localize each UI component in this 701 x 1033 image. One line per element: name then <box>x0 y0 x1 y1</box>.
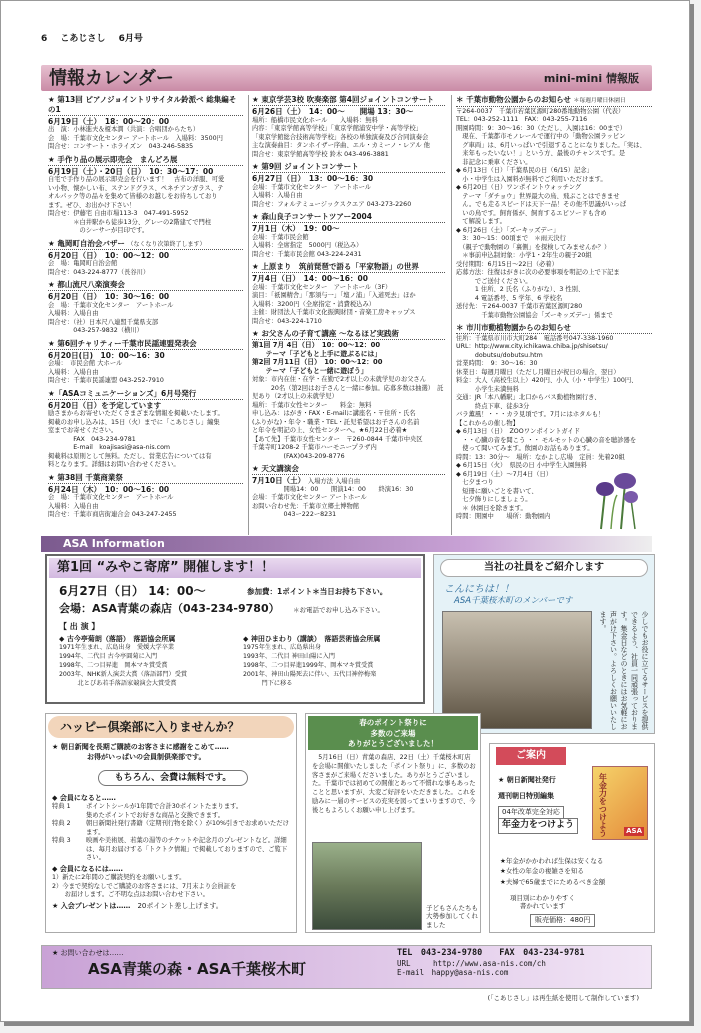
yose-event-box <box>45 554 425 704</box>
event-body: 対象：市内在住・在学・在勤で2才以上の未就学児のお父さん 20名（第2回はお子さんと一緒に参加。応募多数は抽選） 託児あり（2才以上の未就学児） 場所：千葉市女性センター 料金：無料 申し込み：はがき・FAX・E-mailに講座名・〒住所・氏名 (ふりがな)・年令・職業・TEL・託児希望はお子さんの名前 と年令を明記の上、女性センターへ。★6月22日必着★ 【あて先】千葉市女性センター 〒260-0844 千葉市中央区 千葉寺町1208-2 千葉市ハーモニープラザ内 (FAX)043-209-8776 <box>252 376 444 460</box>
footer-url[interactable]: URL http://www.asa-nis.com/ch <box>397 958 546 968</box>
performer-name: ◆ 古今亭菊朗（落語） 落語協会所属 <box>59 635 176 643</box>
spring-festival-box <box>305 713 481 933</box>
club-heading: ハッピー倶楽部に入りませんか？ <box>48 716 294 738</box>
event-heading: 第1回 “みやこ寄席” 開催します！！ <box>57 560 275 575</box>
event-title: ★ 森山良子コンサートツアー2004 <box>252 212 445 223</box>
event-entry <box>252 212 445 259</box>
event-entry <box>48 95 243 152</box>
info-series: 週刊朝日特別編集 <box>498 792 554 800</box>
event-date: 第1回 7月 4日（日） 10：00〜12：00 テーマ「子どもと上手に遊ぶるには」 第2回 7月11日（日） 10：00〜12：00 テーマ「子どもと一緒に遊ぼう」 <box>252 340 383 376</box>
membership-heading: ◆ 会員になるには…… <box>52 864 123 873</box>
event-note: （なくなり次第終了します） <box>127 240 206 248</box>
event-date: 6月20日(日) 10：00〜16：30 <box>48 350 165 360</box>
event-title: ★ 東京学芸3校 吹奏楽部 第4回ジョイントコンサート <box>252 95 445 106</box>
event-body: 出 演：小林進夫＆榎本潤（共演：合唱団からたち） 会 場：千葉市文化センター アートホール 入場料：3500円 問合せ：コンサート・ホライズン 043-246-5835 <box>48 126 223 151</box>
event-date <box>252 476 445 486</box>
event-body: 会 場：千葉市文化センター アートホール 入場料：入場自由 問合せ：千葉市商店街連合会 043-247-2455 <box>48 494 177 519</box>
book-cover-title: 年金力をつけよう <box>598 773 608 837</box>
event-title: ★ お父さんの子育て講座 〜なるほど実践術 <box>252 329 445 340</box>
book-cover-brand: ASA <box>626 826 642 835</box>
event-entry <box>48 239 243 278</box>
festival-photo <box>312 842 422 930</box>
event-body: 励さまからお寄せいただくさまざまな情報を掲載いたします。 掲載のお申し込みは、15日（火）までに「こあじさし」編集 室までお寄せください。 FAX 043-234-9781 E-mail koajisasi@asa-nis.com 掲載料は原則として無料。ただし、営業広告については有 料となります。詳細はお問い合わせください。 <box>48 410 224 469</box>
staff-greeting: こんにちは！！ <box>444 584 514 595</box>
event-date: 6月27日（日） 14：00〜 <box>59 584 206 598</box>
event-body: 会場：千葉市文化センター アートホール（3F） 演目：「祇園精舎」「那須与一」「壇ノ浦」「入道死去」ほか 入場料：3200円（全席指定・消費税込み） 主催：財団法人千葉市文化振興財団・音楽工房キャップス 問合せ：043-224-1710 <box>252 283 416 325</box>
benefit-row <box>52 820 292 837</box>
notice-title <box>456 95 652 107</box>
calendar-subtitle: mini-mini 情報版 <box>543 72 639 85</box>
book-topics <box>500 856 605 887</box>
event-title-text: ★ 亀岡町自治会バザー <box>48 238 125 248</box>
event-title: ★ 第9回 ジョイントコンサート <box>252 162 445 173</box>
event-entry <box>252 262 445 326</box>
benefit-text: ポイントシールが1年間で合計30ポイントたまります。 集めたポイントでお好きな商品と交換できます。 <box>86 803 243 819</box>
event-date: 6月26日（土） 14：00〜 開場 13：30〜 <box>252 106 414 116</box>
performer-career: 1975年生まれ、広島県出身 1993年、二代目 神田山陽に入門 1998年、二つ目昇進1999年、岡本マキ賞受賞 2001年、神田山陽死去に伴い、五代目神停梅楽 門下に移る <box>243 644 377 688</box>
benefit-text: 映画や美術展、若葉の湯等のチケットや記念月のプレゼントなど。詳細は、毎月お届けする「トクトク情報」で掲載しておりますので、ご覧下さい。 <box>86 837 288 862</box>
book-topic: ★年金がかかわれば生保は安くなる <box>500 857 604 865</box>
event-date: 6月19日（土）・20日（日） 10：30〜17：00 <box>48 166 214 176</box>
event-title: ★ 上原まり 筑前琵琶で語る「平家物語」の世界 <box>252 262 445 273</box>
info-edition: 04年改革完全対応 <box>498 806 564 819</box>
footer-phone: TEL 043-234-9780 FAX 043-234-9781 <box>397 948 585 958</box>
benefits-heading: ◆ 会員になると…… <box>52 794 116 802</box>
info-heading: ご案内 <box>496 747 566 765</box>
column-divider <box>248 95 249 535</box>
info-book-title: 年金力をつけよう <box>498 818 578 834</box>
event-title: ★ 手作り品の展示即売会 まんどろ展 <box>48 155 243 166</box>
benefit-label: 特典 1 <box>52 803 71 811</box>
spring-heading: 春のポイント祭りに 多数のご来場 ありがとうございました！ <box>308 716 478 750</box>
page-header <box>41 34 153 46</box>
event-body: 会 場：千葉市文化センター アートホール 入場料：入場自由 問合せ：（社）日本尺八連盟千葉県支部 043-257-9832（横川） <box>48 301 174 335</box>
club-intro: ★ 朝日新聞を長期ご購読のお客さまに感謝をこめて…… お得がいっぱいの会員制倶楽部です。 <box>52 743 229 761</box>
event-title: ★ 天文講演会 <box>252 464 445 475</box>
event-entry <box>252 162 445 209</box>
staff-subtitle: ASA千葉桜木町のメンバーです <box>454 596 573 606</box>
event-entry <box>48 389 243 470</box>
happy-club-box <box>45 713 297 933</box>
benefit-label: 特典 3 <box>52 837 71 845</box>
performer-name: ◆ 神田ひまわり（講談） 落語芸術協会所属 <box>243 635 381 643</box>
event-title: ★ 都山流尺八楽演奏会 <box>48 280 243 291</box>
event-body: 場所：船橋市民文化ホール 入場料：無料 内容：「東京学館高等学校」「東京学館浦安中学・高等学校」 「東京学館総合技術高等学校」各校の単独演奏及び合同演奏会 主な演奏曲目：タンホイザー序曲、エル・カミーノ・レアル 他 問合せ：東京学館高等学校 鈴木 043-496-3881 <box>252 116 430 158</box>
event-date: 7月1日（木） 19：00〜 <box>252 223 340 233</box>
recycled-paper-note: (「こあじさし」は再生紙を使用して制作しています) <box>487 994 639 1002</box>
event-body: 開場14：00 開演14：00 終演16：30 会場：千葉市文化センター アートホール お問い合わせ先：千葉市立郷土博物館 043ー222ー8231 <box>252 485 414 519</box>
book-topic: ★女性の年金の複雑さを知る <box>500 867 584 876</box>
notice-title-text: ＊ 千葉市動物公園からのお知らせ <box>456 95 571 104</box>
book-cover <box>592 766 648 840</box>
event-date: 6月20日（日） 10：00〜12：00 <box>48 250 170 260</box>
footer-store-names: ASA青葉の森・ASA千葉桜木町 <box>88 960 307 978</box>
performer-1 <box>59 634 234 689</box>
calendar-column-3 <box>456 95 652 535</box>
festival-photo-caption: 子どもさんたちも大勢参加してくれました <box>426 904 478 929</box>
staff-message: 少しでもお役に立てるサービスを提供できるよう、社員一同頑張っております。集金日などのときにはお気軽にお声がけ下さい。よろしくお願いいたします。 <box>599 611 649 730</box>
calendar-column-1 <box>48 95 243 535</box>
footer-contact <box>41 945 652 989</box>
book-topic: ★夫婦で65歳までにためるべき金額 <box>500 877 606 886</box>
event-body: 会場：千葉市文化センター アートホール 入場料：入場自由 問合せ：フォルテミュージックスクエア 043-273-2260 <box>252 183 412 208</box>
book-price: 販売価格：480円 <box>530 914 595 927</box>
notice-body: 住所：千葉県市川市大町284 電話番号047-338-1960 URL：http://www.city.ichikawa.chiba.jp/shisetsu/ dobutsu/dobutsu.htm 営業時間： 9：30〜16：30 休業日：毎週月曜日（ただし月曜日が祝日の場合、翌日） 料金：大人（高校生以上）420円、小人（小・中学生）100円、 小学生未満無料 交通：JR「本八幡駅」北口からバス動植物園行き、 終点下車、徒歩3分 バラ薫風！・・・カラ見頃です。7月にはホタルも！ 【これからの催し物】 ◆ 6月13日（日） ZOOワンポイントガイド ・・心臓の音を聞こう ・・ モルモットの心臓の音を聴診器を 使って聞いてみます。飲園のお話もあります。 時間：13：30分〜 場所：なかよし広場 定員：先着20組 ◆ 6月15日（火） 県民の日 小中学生入園無料 ◆ 6月19日（土）〜7月4日（日） 七夕まつり 短冊に願いごとを書いて、 七夕飾りにしましょう。 ＊ 休園日を除きます。 時間：開園中 場所：動物園内 <box>456 334 638 521</box>
event-date: 6月20日（日） 10：30〜16：00 <box>48 292 170 302</box>
staff-heading: 当社の社員をご紹介します <box>440 559 648 577</box>
event-venue-note: ＊お電話でお申し込み下さい。 <box>293 606 384 614</box>
staff-introduction <box>433 554 655 734</box>
staff-group-photo <box>442 611 592 729</box>
notice-entry <box>456 95 652 320</box>
event-entry <box>252 329 445 461</box>
club-free-badge: もちろん、会費は無料です。 <box>98 770 248 786</box>
book-info-box <box>489 743 655 933</box>
event-body: 会場：千葉市民会館 入場料：全席指定 5000円（税込み） 問合せ：千葉市民会館 043-224-2431 <box>252 233 363 258</box>
spring-body: 5月16日（日）青葉の森店、22日（土）千葉桜木町店を会場に開催いたしました「ポイント祭り」に、多数のお客さまがご来場くださいました。ありがとうございました。千葉市では初めての開催とあって不慣れな事もあったことと思いますが、大変ご好評をいただきました。これを励みに一層のサービスの充実を図ってまいりますので、今後ともよろしくお願い申し上げます。 <box>312 754 476 814</box>
footer-contact-details <box>397 948 585 977</box>
event-venue: 会場：ASA青葉の森店（043-234-9780） <box>59 602 280 615</box>
event-date: 6月27日（日） 13：00〜16：30 <box>252 173 374 183</box>
event-entry <box>48 280 243 336</box>
event-date-text: 7月10日（土） <box>252 475 306 485</box>
footer-email[interactable]: E-mail happy@asa-nis.com <box>397 968 509 977</box>
event-title: ★「ASAコミュニケーションズ」6月号発行 <box>48 389 243 400</box>
calendar-title: 情報カレンダー <box>49 68 174 89</box>
event-fee: 参加費：1ポイント＊当日お持ち下さい。 <box>247 587 388 596</box>
page-number: 6 <box>41 34 48 44</box>
event-note: 入場方法 入場自由 <box>307 477 361 485</box>
info-publisher: ★ 朝日新聞社発行 <box>498 776 556 784</box>
notice-note: ＊毎週月曜日休園日 <box>573 98 626 104</box>
event-title: ★ 第38回 千葉商業祭 <box>48 473 243 484</box>
notice-body: 〒264-0037 千葉市若葉区源町280番地動物公園（代表） TEL：043-252-1111 FAX：043-255-7116 開園時間：9：30〜16：30（ただし、入園は16：00まで） 現在、千葉都市モノレールで運行中の「動物公園ラッピン グ車両」は、6月いっぱいで引退することになりました。「実は、 来年もったいない！」という方、最後のチャンスです。是 非記念に乗車ください。 ◆ 6月13日（日）「千葉県民の日（6/15）記念」 小・中学生は入園料が無料でご利用いただけます。 ◆ 6月20日（日）ワンポイントウォッチング テーマ「ダチョウ」世界最大の鳥、飛ぶことはできませ ん。でも走るスピードは天下一品！その他不思議がいっぱ いの鳥です。飼育係が、飼育するエピソードも含め て解説します。 ◆ 6月26日（土）「ズーキッズデー」 3：30〜15：00頃まで ＊雨天決行 （親子で動物園の「裏側」を探検してみませんか？） ＊事前申込制対象：小学1・2年生の親子20組 受付期間：6月15日〜22日（必着） 応募方法：往復はがきに次の必要事項を明記の上で下記ま でご送付ください。 1 住所、2 氏名（ふりがな）、3 性別、 4 電話番号、5 学年、6 学校名 送付先：〒264-0037 千葉市若葉区源町280 千葉市動物公園協会「ズーキッズデー」係まで <box>456 107 646 319</box>
benefit-label: 特典 2 <box>52 820 71 828</box>
notice-title: ＊ 市川市動植物園からのお知らせ <box>456 323 652 334</box>
event-date: 6月24日（木） 10：00〜16：00 <box>48 484 170 494</box>
gift-text: 20ポイント差し上げます。 <box>137 901 223 910</box>
event-entry <box>48 155 243 236</box>
event-date: 7月4日（日） 14：00〜16：00 <box>252 273 368 283</box>
performers-heading: 【 出 演 】 <box>59 622 100 631</box>
gift-heading <box>52 902 292 911</box>
event-entry <box>48 473 243 520</box>
issue-month: 6月号 <box>118 34 143 44</box>
paper-name: こあじさし <box>60 34 106 44</box>
performer-career: 1971年生まれ、広島出身 愛媛大学卒業 1994年、二代目 古今亭圓菊に入門 1998年、二つ目昇進 岡本マキ賞受賞 2003年、NHK新人演芸大賞（落語部門）受賞 北とぴあ若手落語家競演会大賞受賞 <box>59 644 188 688</box>
membership-conditions: 1）新たに2年間のご購読契約をお願いします。 2）今まで契約なしでご購読のお客さまには、7月末より会員証を お届けします。ご不明な点はお問い合わせ下さい。 <box>52 874 237 899</box>
performer-2 <box>243 634 418 689</box>
event-title: ★ 第13回 ピアノジョイントリサイタル鈴派ベ 総集編その1 <box>48 95 243 116</box>
club-details <box>52 792 292 911</box>
benefit-row <box>52 803 292 820</box>
event-entry <box>252 464 445 520</box>
asa-information-title: ASA Information <box>63 537 165 550</box>
event-date: 6月19日（土） 18：00〜20：00 <box>48 116 170 126</box>
event-entry <box>252 95 445 159</box>
event-body: 会 場：亀岡町自治会館 問合せ：043-224-8777（長谷川） <box>48 260 150 276</box>
event-body: 自宅で手作り品の展示即売会を行います！ 古布の洋服、可愛 い小物、懐かしい布、ステンドグラス、ペネチアンガラス、テ オルパック等の品々を集めて皆様のお越しをお待ちしており ます。ぜひ、お出かけ下さい！ 問合せ：伊藤宅 自由市場113-3 047-491-5952 ＊白井駅から徒歩13分、グレーの2階建てで門柱 のシーサーが目印です。 <box>48 176 225 235</box>
event-entry <box>48 339 243 386</box>
event-title <box>48 239 243 250</box>
calendar-column-2 <box>252 95 445 535</box>
event-title: ★ 第6回チャリティー千葉市民謡連盟発表会 <box>48 339 243 350</box>
iris-flower-illustration <box>591 471 645 531</box>
benefit-row <box>52 837 292 863</box>
benefit-text: 朝日新聞社発行書籍（定期刊行物を除く）が10%引きでお求めいただけます。 <box>86 820 289 836</box>
footer-contact-label: ★ お問い合わせは…… <box>52 949 124 957</box>
gift-label: ★ 入会プレゼントは…… <box>52 901 131 910</box>
book-note: 項目別にわかりやすく 書かれています <box>510 894 575 911</box>
event-body: 会場： 市民会館 大ホール 入場料：入場自由 問合せ：千葉市民謡連盟 043-252-7910 <box>48 360 164 385</box>
event-date: 6月20日（日）を予定しています <box>48 400 162 410</box>
column-divider <box>451 95 452 535</box>
